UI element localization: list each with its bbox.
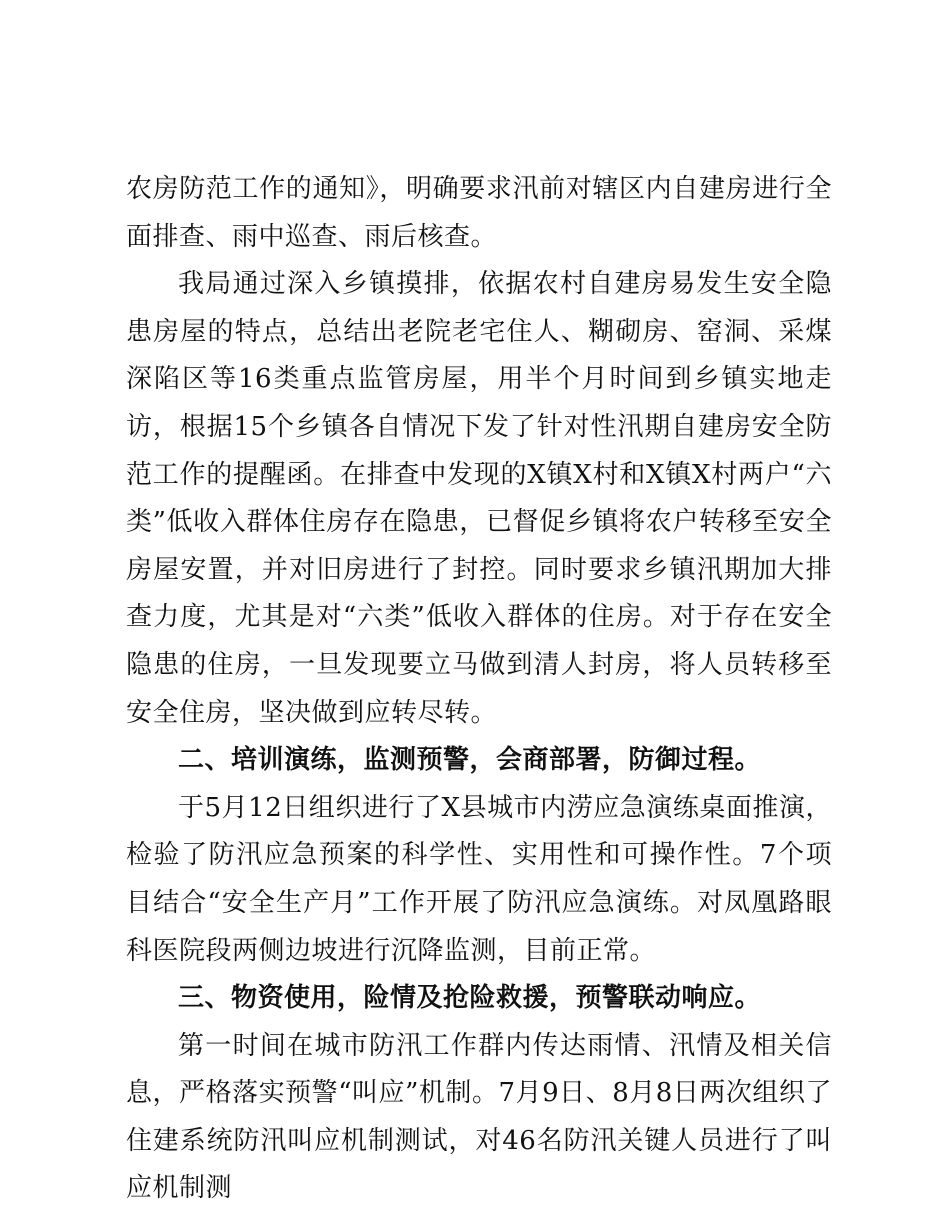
section-heading-3: 三、物资使用，险情及抢险救援，预警联动响应。 [178,983,762,1014]
section-heading-2: 二、培训演练，监测预警，会商部署，防御过程。 [178,745,762,776]
document-body [126,166,832,1213]
paragraph-inspection: 我局通过深入乡镇摸排，依据农村自建房易发生安全隐患房屋的特点，总结出老院老宅住人、糊砌房、窑洞、采煤深陷区等16类重点监管房屋，用半个月时间到乡镇实地走访，根据15个乡镇各自情况下发了针对性汛期自建房安全防范工作的提醒函。在排查中发现的X镇X村和X镇X村两户“六类”低收入群体住房存在隐患，已督促乡镇将农户转移至安全房屋安置，并对旧房进行了封控。同时要求乡镇汛期加大排查力度，尤其是对“六类”低收入群体的住房。对于存在安全隐患的住房，一旦发现要立马做到清人封房，将人员转移至安全住房，坚决做到应转尽转。 [126,269,832,728]
paragraph-warning: 第一时间在城市防汛工作群内传达雨情、汛情及相关信息，严格落实预警“叫应”机制。7月9日、8月8日两次组织了住建系统防汛叫应机制测试，对46名防汛关键人员进行了叫应机制测 [126,1030,832,1204]
paragraph-continuation: 农房防范工作的通知》，明确要求汛前对辖区内自建房进行全面排查、雨中巡查、雨后核查。 [126,174,832,252]
paragraph-drill: 于5月12日组织进行了X县城市内涝应急演练桌面推演，检验了防汛应急预案的科学性、实用性和可操作性。7个项目结合“安全生产月”工作开展了防汛应急演练。对凤凰路眼科医院段两侧边坡进行沉降监测，目前正常。 [126,792,832,966]
